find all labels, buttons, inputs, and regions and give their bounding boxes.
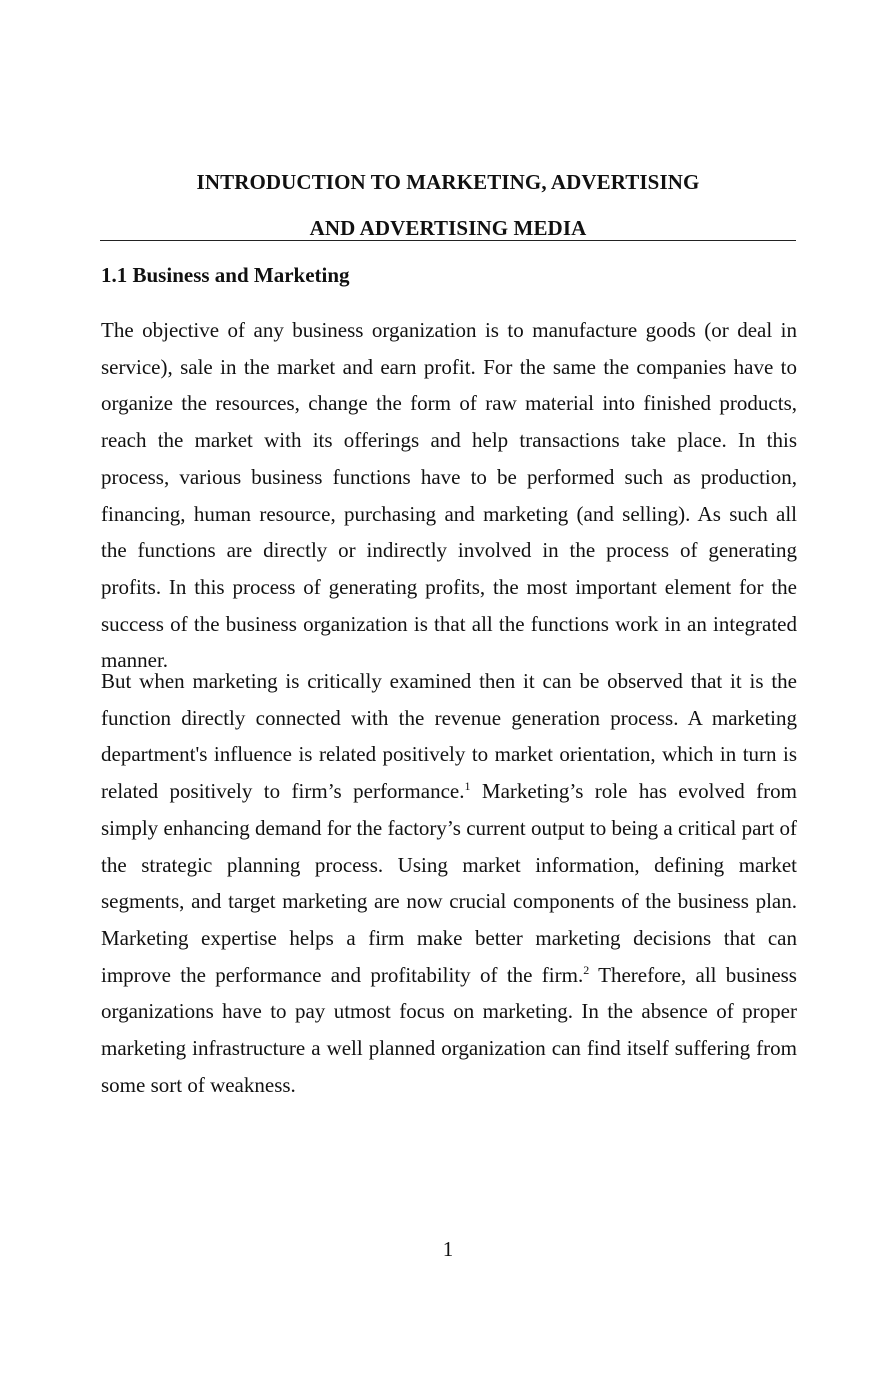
paragraph-2-part-2: Marketing’s role has evolved from simply enhancing demand for the factory’s current output to being a critical part of the strategic planning process. Using market information, defining market segments, and target marketing are now crucial components of the business plan. Marketing expertise helps a firm make better marketing decisions that can improve the performance and profitability of the firm.: [101, 779, 797, 987]
chapter-title-line-2: AND ADVERTISING MEDIA: [309, 216, 587, 240]
paragraph-2-part-3: Therefore, all business organizations have to pay utmost focus on marketing. In the absence of proper marketing infrastructure a well planned organization can find itself suffering from some sort of weakness.: [101, 962, 797, 1097]
footnote-ref-2: 2: [583, 962, 590, 977]
chapter-title-line-1: INTRODUCTION TO MARKETING, ADVERTISING: [196, 170, 700, 194]
page-number: 1: [442, 1237, 454, 1261]
paragraph-2-part-1: But when marketing is critically examined then it can be observed that it is the function directly connected with the revenue generation process. A marketing department's influence is related positively to market orientation, which in turn is related positively to firm’s performance.: [101, 669, 797, 804]
title-underline-rule: [100, 240, 796, 241]
paragraph-2: [101, 663, 797, 1103]
footnote-ref-1: 1: [464, 779, 471, 794]
paragraph-1: The objective of any business organization is to manufacture goods (or deal in service), sale in the market and earn profit. For the same the companies have to organize the resources, change the form of raw material into finished products, reach the market with its offerings and help transactions take place. In this process, various business functions have to be performed such as production, financing, human resource, purchasing and marketing (and selling). As such all the functions are directly or indirectly involved in the process of generating profits. In this process of generating profits, the most important element for the success of the business organization is that all the functions work in an integrated manner.: [101, 318, 797, 673]
section-heading: 1.1 Business and Marketing: [101, 263, 350, 287]
